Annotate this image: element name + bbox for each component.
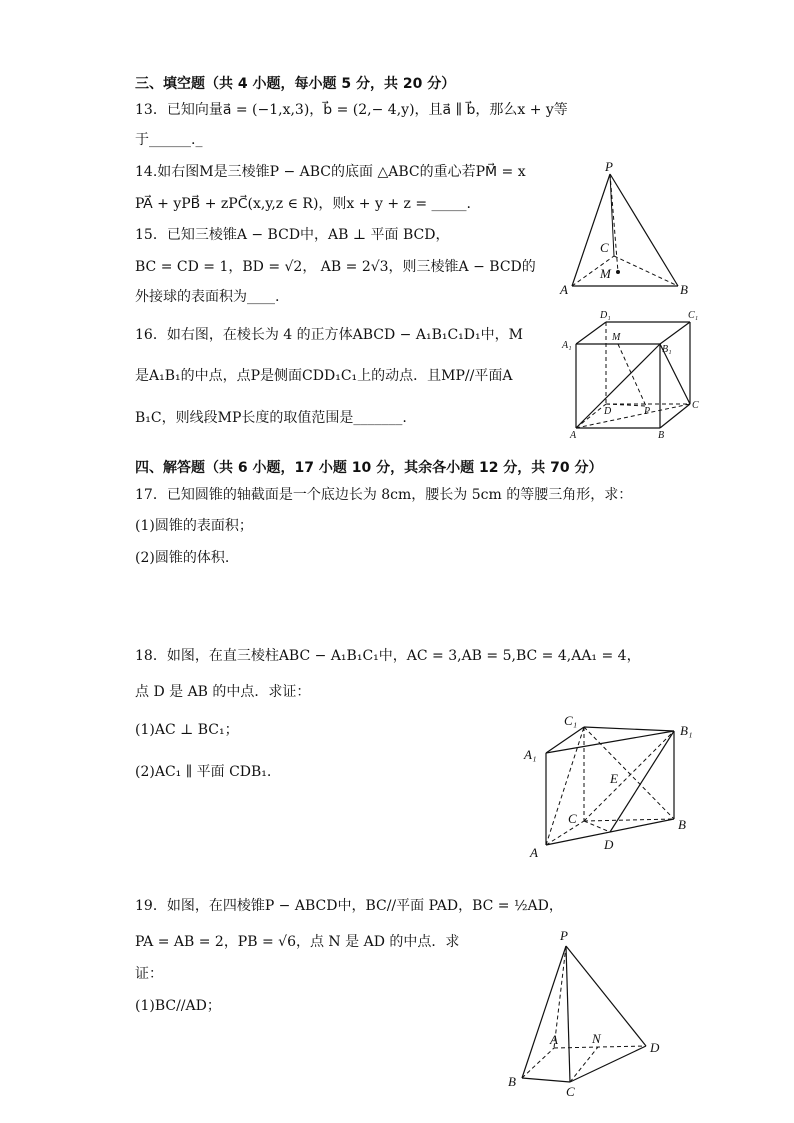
q19-line3: 证： [135,966,163,982]
fig19-label-c: C [566,1084,575,1099]
fig19-label-a: A [550,1032,558,1047]
q16-line3: B₁C，则线段MP长度的取值范围是_______. [135,410,407,426]
fig16-label-a1: A₁ [562,340,572,351]
fig18-label-e: E [610,771,618,786]
q19-part1: (1)BC//AD； [135,998,221,1014]
fig18-label-b: B [678,817,686,832]
q13-line1: 13．已知向量a⃗ = (−1,x,3)，b⃗ = (2,− 4,y)，且a⃗ ∥ b⃗，那么x + y等 [135,102,568,118]
fig18-label-d: D [604,837,614,852]
section4-title: 四、解答题（共 6 小题，17 小题 10 分，其余各小题 12 分，共 70 分） [135,460,603,476]
q18-line1: 18．如图，在直三棱柱ABC − A₁B₁C₁中，AC = 3,AB = 5,BC = 4,AA₁ = 4， [135,648,641,664]
q18-part2: (2)AC₁ ∥ 平面 CDB₁. [135,764,272,780]
fig16-label-a: A [570,430,577,441]
q13-line2: 于______._ [135,132,203,148]
section3-title: 三、填空题（共 4 小题，每小题 5 分，共 20 分） [135,76,456,92]
q17-part1: (1)圆锥的表面积； [135,518,253,534]
fig18-label-a1: A₁ [524,747,537,762]
fig14-label-p: P [605,159,613,174]
fig16-label-d1: D₁ [600,310,611,321]
fig19-label-p: P [560,928,568,943]
q16-line1: 16．如右图，在棱长为 4 的正方体ABCD − A₁B₁C₁D₁中，M [135,327,523,343]
fig18-label-c: C [568,811,577,826]
fig19-label-d: D [650,1040,660,1055]
fig16-label-b: B [658,430,665,441]
fig18-label-a: A [530,845,538,860]
q15-line3: 外接球的表面积为____. [135,289,280,305]
fig14-label-b: B [680,282,688,297]
q19-line2: PA = AB = 2，PB = √6，点 N 是 AD 的中点．求 [135,934,460,950]
fig16-label-p: P [644,406,651,417]
figure-pyramid-pabcd [500,926,680,1101]
q14-line2: PA⃗ + yPB⃗ + zPC⃗(x,y,z ∈ R)，则x + y + z = _____. [135,196,471,212]
q18-line2: 点 D 是 AB 的中点．求证： [135,684,311,700]
fig16-label-c: C [692,400,699,411]
fig19-label-b: B [508,1074,516,1089]
fig16-label-m: M [612,332,621,343]
figure-cube [560,308,710,443]
q19-line1: 19．如图，在四棱锥P − ABCD中，BC//平面 PAD，BC = ½AD， [135,898,563,914]
q18-part1: (1)AC ⊥ BC₁； [135,722,239,738]
fig14-label-c: C [600,240,609,255]
fig18-label-b1: B₁ [680,723,693,738]
fig14-label-a: A [560,282,568,297]
q17-line1: 17．已知圆锥的轴截面是一个底边长为 8cm，腰长为 5cm 的等腰三角形，求： [135,487,633,503]
q16-line2: 是A₁B₁的中点，点P是侧面CDD₁C₁上的动点．且MP//平面A [135,368,513,384]
fig19-label-n: N [592,1031,601,1046]
fig14-label-m: M [600,266,611,281]
fig16-label-c1: C₁ [688,310,699,321]
q14-line1: 14.如右图M是三棱锥P − ABC的底面 △ABC的重心若PM⃗ = x [135,164,526,180]
fig18-label-c1: C₁ [564,713,578,728]
fig16-label-d: D [604,406,612,417]
figure-prism [522,705,702,865]
q15-line1: 15．已知三棱锥A − BCD中，AB ⊥ 平面 BCD， [135,227,450,243]
figure-pyramid-pabc [560,160,700,300]
fig16-label-b1: B₁ [662,344,672,355]
q17-part2: (2)圆锥的体积. [135,550,230,566]
q15-line2: BC = CD = 1，BD = √2， AB = 2√3，则三棱锥A − BCD的 [135,259,536,275]
